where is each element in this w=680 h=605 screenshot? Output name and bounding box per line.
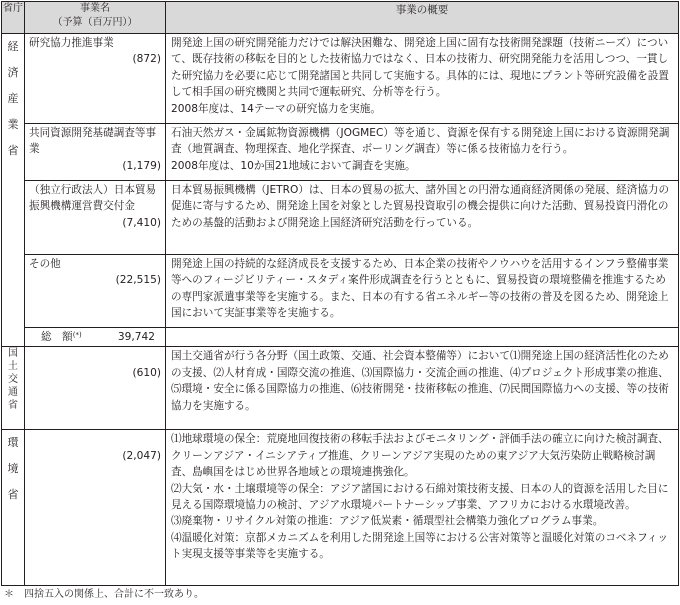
header-project-name (25, 2, 166, 34)
project-name: その他 (29, 258, 61, 270)
total-footnote-mark: (*) (72, 331, 82, 339)
project-name-cell (25, 181, 166, 255)
ministry-moe: 環 境 省 (2, 430, 25, 586)
project-name: 研究協力推進事業 (29, 37, 114, 49)
header-name-line1: 事業名 (80, 3, 110, 14)
total-label: 総 額 (41, 331, 73, 343)
project-summary: 国土交通省が行う各分野（国土政策、交通、社会資本整備等）において⑴開発途上国の経済活性化のための支援、⑵人材育成・国際交流の推進、⑶国際協力・交流企画の推進、⑷プロジェクト形成事業の推進、⑸環境・安全に係る国際協力の推進、⑹技術開発・技術移転の推進、⑺民間国際協力への支援、等の技術協力を実施する。 (166, 347, 679, 430)
project-name: 共同資源開発基礎調査等事業 (29, 127, 157, 156)
project-budget: (7,410) (122, 216, 161, 229)
table-row (2, 181, 679, 255)
header-name-line2: （予算（百万円）） (52, 17, 138, 28)
project-budget: (1,179) (122, 159, 161, 172)
ministry-mlit: 国 土 交 通 省 (2, 347, 25, 430)
project-name-cell (25, 34, 166, 124)
table-header-row (2, 2, 679, 34)
table-row (2, 124, 679, 181)
project-name-cell (25, 255, 166, 328)
table-row (2, 255, 679, 328)
project-summary: 開発途上国の持続的な経済成長を支援するため、日本企業の技術やノウハウを活用するインフラ整備事業等へのフィージビリティー・スタディ案件形成調査を行うとともに、貿易投資の環境整備を推進するための専門家派遣事業等を実施する。また、日本の有する省エネルギー等の技術の普及を図るため、開発途上国において実証事業等を実施する。 (166, 255, 679, 328)
project-name: （独立行政法人）日本貿易振興機構運営費交付金 (29, 184, 157, 213)
project-summary: ⑴地球環境の保全：荒廃地回復技術の移転手法およびモニタリング・評価手法の確立に向けた検討調査、クリーンアジア・イニシアティブ推進、クリーンアジア実現のための東アジア大気汚染防止戦略検討調査、島嶼国をはじめ世界各地域との環境連携強化。 ⑵大気・水・土壌環境等の保全：アジア諸国における石綿対策技術支援、日本の人的資源を活用した目に見える国際環境協力の検討、アジア水環境パートナーシップ事業、アフリカにおける水環境改善。 ⑶廃棄物・リサイクル対策の推進：アジア低炭素・循環型社会構築力強化プログラム事業。 ⑷温暖化対策：京都メカニズムを利用した開発途上国等における公害対策等と温暖化対策のコベネフィット実現支援等事業等を実施する。 (166, 430, 679, 586)
project-summary: 日本貿易振興機構（JETRO）は、日本の貿易の拡大、諸外国との円滑な通商経済関係の発展、経済協力の促進に寄与するため、開発途上国を対象とした貿易投資取引の機会提供に向けた活動、貿易投資円滑化のための基盤的活動および開発途上国経済研究活動を行っている。 (166, 181, 679, 255)
total-cell (25, 328, 166, 347)
project-summary: 開発途上国の研究開発能力だけでは解決困難な、開発途上国に固有な技術開発課題（技術ニーズ）について、既存技術の移転を目的とした技術協力ではなく、日本の技術力、研究開発能力を活用しつつ、一貫した研究協力を必要に応じて開発諸国と共同して実施する。具体的には、現地にプラント等研究設備を設置して相手国の研究機関と共同で運転研究、分析等を行う。 2008年度は、14テーマの研究協力を実施。 (166, 34, 679, 124)
table-row (2, 34, 679, 124)
total-value: 39,742 (117, 331, 155, 343)
project-budget: (610) (132, 367, 161, 380)
total-row (2, 328, 679, 347)
project-summary: 石油天然ガス・金属鉱物資源機構（JOGMEC）等を通じ、資源を保有する開発途上国における資源開発調査（地質調査、物理探査、地化学探査、ボーリング調査）等に係る技術協力を行う。 2008年度は、10か国21地域において調査を実施。 (166, 124, 679, 181)
project-name-cell (25, 124, 166, 181)
project-budget: (872) (132, 53, 161, 66)
project-name-cell (25, 347, 166, 430)
footnote: ＊ 四捨五入の関係上、合計に不一致あり。 (4, 589, 204, 600)
header-summary: 事業の概要 (166, 2, 679, 34)
project-budget: (22,515) (115, 274, 161, 287)
table-row (2, 347, 679, 430)
project-name-cell (25, 430, 166, 586)
ministry-meti: 経 済 産 業 省 (2, 34, 25, 347)
project-budget: (2,047) (122, 450, 161, 463)
header-ministry: 省庁 (2, 2, 25, 34)
table-row (2, 430, 679, 586)
total-empty-cell (166, 328, 679, 347)
project-table (1, 1, 679, 586)
